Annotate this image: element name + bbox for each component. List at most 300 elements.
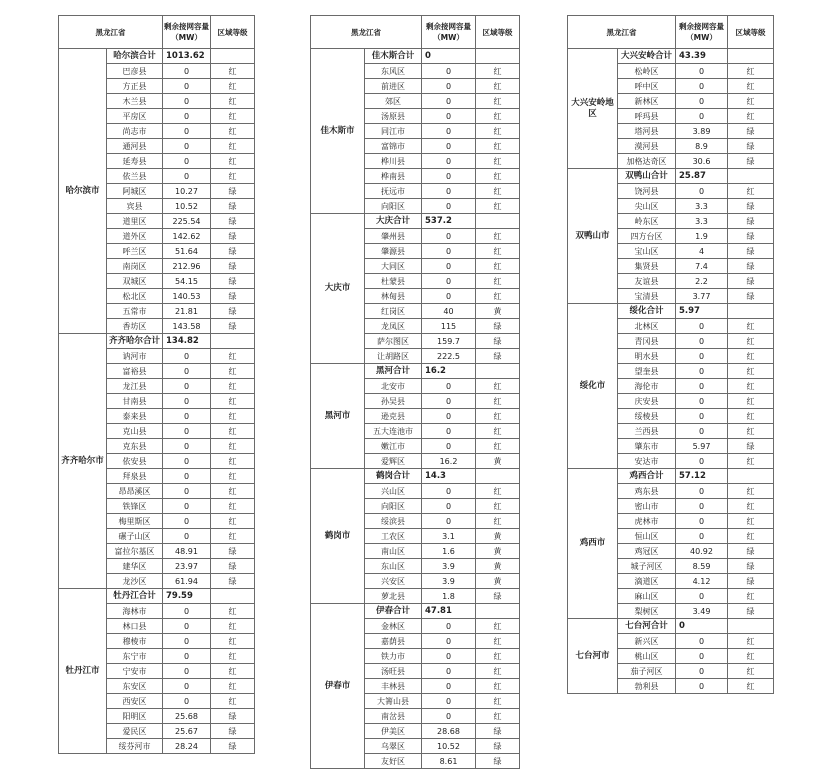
district-name: 嫩江市 — [365, 439, 422, 454]
header-level: 区域等级 — [211, 16, 255, 49]
level-value: 绿 — [476, 754, 520, 769]
level-value: 绿 — [476, 334, 520, 349]
level-value: 绿 — [211, 274, 255, 289]
district-name: 方正县 — [107, 79, 163, 94]
district-name: 平房区 — [107, 109, 163, 124]
capacity-value: 0 — [422, 94, 476, 109]
city-name: 七台河市 — [568, 619, 618, 694]
level-value: 红 — [211, 604, 255, 619]
district-name: 兴安区 — [365, 574, 422, 589]
district-name: 勃利县 — [618, 679, 676, 694]
level-value: 绿 — [211, 574, 255, 589]
level-value: 红 — [476, 679, 520, 694]
district-name: 伊美区 — [365, 724, 422, 739]
district-name: 肇州县 — [365, 229, 422, 244]
district-name: 拜泉县 — [107, 469, 163, 484]
capacity-value: 0 — [422, 64, 476, 79]
district-name: 兰西县 — [618, 424, 676, 439]
city-total-row — [568, 469, 774, 484]
district-name: 北林区 — [618, 319, 676, 334]
district-name: 郊区 — [365, 94, 422, 109]
district-name: 龙沙区 — [107, 574, 163, 589]
level-value: 红 — [476, 244, 520, 259]
district-name: 让胡路区 — [365, 349, 422, 364]
capacity-value: 40 — [422, 304, 476, 319]
header-province: 黑龙江省 — [568, 16, 676, 49]
capacity-value: 0 — [422, 124, 476, 139]
capacity-value: 23.97 — [163, 559, 211, 574]
capacity-value: 2.2 — [676, 274, 728, 289]
city-total-value: 43.39 — [676, 49, 728, 64]
district-name: 向阳区 — [365, 499, 422, 514]
district-name: 通河县 — [107, 139, 163, 154]
capacity-value: 0 — [676, 634, 728, 649]
city-total-level — [476, 604, 520, 619]
capacity-value: 0 — [163, 469, 211, 484]
capacity-value: 0 — [676, 94, 728, 109]
capacity-value: 0 — [163, 454, 211, 469]
level-value: 绿 — [211, 229, 255, 244]
level-value: 绿 — [728, 229, 774, 244]
district-name: 集贤县 — [618, 259, 676, 274]
city-total-label: 佳木斯合计 — [365, 49, 422, 64]
district-name: 前进区 — [365, 79, 422, 94]
city-total-label: 双鸭山合计 — [618, 169, 676, 184]
capacity-value: 0 — [422, 664, 476, 679]
capacity-value: 0 — [163, 529, 211, 544]
table-col-1 — [58, 15, 255, 754]
level-value: 绿 — [211, 244, 255, 259]
capacity-value: 0 — [163, 139, 211, 154]
district-name: 望奎县 — [618, 364, 676, 379]
capacity-value: 0 — [163, 484, 211, 499]
level-value: 红 — [728, 334, 774, 349]
capacity-value: 0 — [163, 679, 211, 694]
capacity-value: 0 — [676, 409, 728, 424]
level-value: 红 — [728, 409, 774, 424]
district-name: 铁锋区 — [107, 499, 163, 514]
district-name: 延寿县 — [107, 154, 163, 169]
district-name: 昂昂溪区 — [107, 484, 163, 499]
city-name: 鹤岗市 — [311, 469, 365, 604]
district-name: 塔河县 — [618, 124, 676, 139]
district-name: 道外区 — [107, 229, 163, 244]
city-total-row — [311, 469, 520, 484]
level-value: 红 — [211, 439, 255, 454]
capacity-value: 0 — [422, 619, 476, 634]
district-name: 木兰县 — [107, 94, 163, 109]
city-total-value: 79.59 — [163, 589, 211, 604]
district-name: 桃山区 — [618, 649, 676, 664]
level-value: 绿 — [728, 199, 774, 214]
district-name: 松岭区 — [618, 64, 676, 79]
capacity-value: 0 — [163, 604, 211, 619]
district-name: 爱民区 — [107, 724, 163, 739]
header-row — [311, 16, 520, 49]
city-name: 哈尔滨市 — [59, 49, 107, 334]
level-value: 红 — [728, 649, 774, 664]
city-name: 双鸭山市 — [568, 169, 618, 304]
district-name: 建华区 — [107, 559, 163, 574]
level-value: 红 — [476, 274, 520, 289]
level-value: 红 — [476, 409, 520, 424]
capacity-value: 25.68 — [163, 709, 211, 724]
district-name: 东山区 — [365, 559, 422, 574]
level-value: 绿 — [211, 724, 255, 739]
level-value: 黄 — [476, 544, 520, 559]
district-name: 汤原县 — [365, 109, 422, 124]
capacity-value: 0 — [422, 694, 476, 709]
level-value: 红 — [476, 709, 520, 724]
city-name: 大兴安岭地区 — [568, 49, 618, 169]
district-name: 茄子河区 — [618, 664, 676, 679]
level-value: 绿 — [476, 319, 520, 334]
level-value: 红 — [476, 199, 520, 214]
city-total-value: 537.2 — [422, 214, 476, 229]
capacity-value: 4 — [676, 244, 728, 259]
level-value: 绿 — [728, 289, 774, 304]
city-total-row — [568, 304, 774, 319]
district-name: 绥棱县 — [618, 409, 676, 424]
district-name: 麻山区 — [618, 589, 676, 604]
district-name: 东风区 — [365, 64, 422, 79]
level-value: 红 — [728, 394, 774, 409]
city-name: 鸡西市 — [568, 469, 618, 619]
level-value: 红 — [476, 169, 520, 184]
level-value: 红 — [728, 634, 774, 649]
level-value: 绿 — [211, 289, 255, 304]
level-value: 红 — [476, 94, 520, 109]
level-value: 红 — [476, 139, 520, 154]
district-name: 梅里斯区 — [107, 514, 163, 529]
level-value: 红 — [476, 64, 520, 79]
city-total-label: 鹤岗合计 — [365, 469, 422, 484]
level-value: 红 — [728, 484, 774, 499]
district-name: 爱辉区 — [365, 454, 422, 469]
capacity-value: 30.6 — [676, 154, 728, 169]
city-total-level — [476, 214, 520, 229]
level-value: 红 — [728, 529, 774, 544]
capacity-value: 0 — [676, 319, 728, 334]
city-total-value: 5.97 — [676, 304, 728, 319]
capacity-value: 16.2 — [422, 454, 476, 469]
level-value: 绿 — [728, 559, 774, 574]
district-name: 鸡东县 — [618, 484, 676, 499]
district-name: 孙吴县 — [365, 394, 422, 409]
level-value: 红 — [211, 94, 255, 109]
capacity-value: 0 — [422, 634, 476, 649]
level-value: 红 — [211, 394, 255, 409]
level-value: 红 — [211, 514, 255, 529]
district-name: 依安县 — [107, 454, 163, 469]
capacity-value: 0 — [163, 169, 211, 184]
level-value: 红 — [728, 454, 774, 469]
city-total-label: 鸡西合计 — [618, 469, 676, 484]
district-name: 双城区 — [107, 274, 163, 289]
level-value: 红 — [476, 649, 520, 664]
capacity-value: 0 — [422, 139, 476, 154]
district-name: 尖山区 — [618, 199, 676, 214]
capacity-value: 0 — [676, 184, 728, 199]
city-total-label: 绥化合计 — [618, 304, 676, 319]
capacity-value: 0 — [163, 694, 211, 709]
district-name: 金林区 — [365, 619, 422, 634]
city-total-level — [211, 334, 255, 349]
district-name: 乌翠区 — [365, 739, 422, 754]
capacity-value: 222.5 — [422, 349, 476, 364]
district-name: 嘉荫县 — [365, 634, 422, 649]
district-name: 红岗区 — [365, 304, 422, 319]
level-value: 红 — [728, 424, 774, 439]
capacity-value: 0 — [422, 169, 476, 184]
capacity-value: 0 — [163, 364, 211, 379]
city-total-value: 57.12 — [676, 469, 728, 484]
city-name: 绥化市 — [568, 304, 618, 469]
capacity-value: 0 — [422, 394, 476, 409]
capacity-value: 0 — [163, 64, 211, 79]
level-value: 绿 — [211, 739, 255, 754]
district-name: 逊克县 — [365, 409, 422, 424]
capacity-value: 0 — [163, 634, 211, 649]
capacity-value: 0 — [422, 229, 476, 244]
city-name: 齐齐哈尔市 — [59, 334, 107, 589]
level-value: 红 — [476, 289, 520, 304]
district-name: 龙江县 — [107, 379, 163, 394]
level-value: 红 — [476, 499, 520, 514]
level-value: 红 — [728, 79, 774, 94]
capacity-value: 115 — [422, 319, 476, 334]
city-total-label: 牡丹江合计 — [107, 589, 163, 604]
level-value: 红 — [728, 319, 774, 334]
district-name: 林口县 — [107, 619, 163, 634]
district-name: 青冈县 — [618, 334, 676, 349]
city-total-level — [728, 304, 774, 319]
level-value: 红 — [476, 229, 520, 244]
district-name: 城子河区 — [618, 559, 676, 574]
city-name: 伊春市 — [311, 604, 365, 769]
district-name: 漠河县 — [618, 139, 676, 154]
level-value: 红 — [211, 154, 255, 169]
level-value: 绿 — [211, 214, 255, 229]
district-name: 新兴区 — [618, 634, 676, 649]
district-name: 呼兰区 — [107, 244, 163, 259]
level-value: 红 — [476, 439, 520, 454]
district-name: 鸡冠区 — [618, 544, 676, 559]
city-total-row — [59, 334, 255, 349]
level-value: 红 — [211, 109, 255, 124]
city-total-value: 1013.62 — [163, 49, 211, 64]
level-value: 红 — [728, 364, 774, 379]
capacity-value: 40.92 — [676, 544, 728, 559]
level-value: 红 — [211, 619, 255, 634]
level-value: 黄 — [476, 529, 520, 544]
district-name: 香坊区 — [107, 319, 163, 334]
capacity-value: 0 — [422, 424, 476, 439]
district-name: 肇东市 — [618, 439, 676, 454]
level-value: 绿 — [211, 709, 255, 724]
capacity-value: 10.27 — [163, 184, 211, 199]
level-value: 红 — [476, 694, 520, 709]
capacity-value: 0 — [676, 379, 728, 394]
capacity-value: 142.62 — [163, 229, 211, 244]
level-value: 红 — [211, 169, 255, 184]
level-value: 黄 — [476, 574, 520, 589]
capacity-value: 48.91 — [163, 544, 211, 559]
level-value: 红 — [476, 664, 520, 679]
capacity-value: 0 — [163, 649, 211, 664]
district-name: 安达市 — [618, 454, 676, 469]
city-total-row — [568, 619, 774, 634]
district-name: 克东县 — [107, 439, 163, 454]
level-value: 红 — [211, 454, 255, 469]
level-value: 红 — [476, 79, 520, 94]
city-total-level — [476, 364, 520, 379]
city-total-label: 伊春合计 — [365, 604, 422, 619]
district-name: 五大连池市 — [365, 424, 422, 439]
level-value: 绿 — [211, 184, 255, 199]
capacity-value: 1.6 — [422, 544, 476, 559]
district-name: 绥滨县 — [365, 514, 422, 529]
level-value: 红 — [476, 394, 520, 409]
city-total-label: 七台河合计 — [618, 619, 676, 634]
capacity-value: 0 — [163, 154, 211, 169]
district-name: 宾县 — [107, 199, 163, 214]
level-value: 黄 — [476, 559, 520, 574]
capacity-value: 0 — [676, 649, 728, 664]
capacity-value: 10.52 — [422, 739, 476, 754]
capacity-value: 61.94 — [163, 574, 211, 589]
capacity-value: 0 — [676, 394, 728, 409]
district-name: 南岗区 — [107, 259, 163, 274]
level-value: 红 — [728, 349, 774, 364]
district-name: 汤旺县 — [365, 664, 422, 679]
header-capacity: 剩余接网容量（MW） — [163, 16, 211, 49]
level-value: 红 — [211, 139, 255, 154]
capacity-value: 0 — [422, 109, 476, 124]
level-value: 绿 — [476, 724, 520, 739]
district-name: 海林市 — [107, 604, 163, 619]
level-value: 红 — [476, 124, 520, 139]
city-total-level — [728, 169, 774, 184]
capacity-value: 0 — [422, 259, 476, 274]
district-name: 绥芬河市 — [107, 739, 163, 754]
capacity-value: 0 — [163, 439, 211, 454]
capacity-value: 0 — [422, 439, 476, 454]
capacity-value: 0 — [676, 424, 728, 439]
capacity-value: 3.9 — [422, 574, 476, 589]
capacity-value: 1.8 — [422, 589, 476, 604]
header-row — [59, 16, 255, 49]
capacity-value: 0 — [163, 409, 211, 424]
city-total-level — [211, 589, 255, 604]
capacity-value: 0 — [163, 424, 211, 439]
level-value: 绿 — [728, 244, 774, 259]
district-name: 兴山区 — [365, 484, 422, 499]
capacity-value: 0 — [163, 499, 211, 514]
district-name: 桦南县 — [365, 169, 422, 184]
district-name: 饶河县 — [618, 184, 676, 199]
level-value: 黄 — [476, 304, 520, 319]
city-total-level — [728, 49, 774, 64]
city-total-row — [311, 364, 520, 379]
city-total-value: 47.81 — [422, 604, 476, 619]
capacity-value: 212.96 — [163, 259, 211, 274]
level-value: 绿 — [728, 604, 774, 619]
table-col-2 — [310, 15, 520, 769]
city-total-row — [59, 49, 255, 64]
district-name: 友谊县 — [618, 274, 676, 289]
capacity-value: 0 — [676, 334, 728, 349]
capacity-value: 0 — [422, 499, 476, 514]
capacity-value: 0 — [422, 79, 476, 94]
header-row — [568, 16, 774, 49]
level-value: 红 — [476, 619, 520, 634]
district-name: 友好区 — [365, 754, 422, 769]
header-province: 黑龙江省 — [311, 16, 422, 49]
capacity-value: 0 — [676, 349, 728, 364]
level-value: 红 — [476, 484, 520, 499]
capacity-value: 5.97 — [676, 439, 728, 454]
capacity-value: 0 — [676, 454, 728, 469]
level-value: 红 — [476, 514, 520, 529]
capacity-value: 0 — [163, 94, 211, 109]
level-value: 红 — [728, 589, 774, 604]
level-value: 红 — [211, 664, 255, 679]
city-name: 黑河市 — [311, 364, 365, 469]
district-name: 东安区 — [107, 679, 163, 694]
level-value: 绿 — [728, 274, 774, 289]
capacity-value: 0 — [163, 109, 211, 124]
level-value: 绿 — [211, 199, 255, 214]
city-total-value: 0 — [676, 619, 728, 634]
header-level: 区域等级 — [476, 16, 520, 49]
city-total-level — [728, 469, 774, 484]
district-name: 松北区 — [107, 289, 163, 304]
capacity-value: 159.7 — [422, 334, 476, 349]
capacity-value: 3.1 — [422, 529, 476, 544]
district-name: 龙凤区 — [365, 319, 422, 334]
district-name: 碾子山区 — [107, 529, 163, 544]
city-total-value: 16.2 — [422, 364, 476, 379]
capacity-value: 7.4 — [676, 259, 728, 274]
capacity-value: 0 — [422, 274, 476, 289]
district-name: 呼中区 — [618, 79, 676, 94]
city-total-label: 齐齐哈尔合计 — [107, 334, 163, 349]
capacity-value: 0 — [422, 679, 476, 694]
city-total-level — [476, 469, 520, 484]
capacity-value: 0 — [163, 349, 211, 364]
level-value: 绿 — [211, 544, 255, 559]
capacity-value: 0 — [676, 64, 728, 79]
level-value: 红 — [211, 499, 255, 514]
district-name: 虎林市 — [618, 514, 676, 529]
level-value: 红 — [211, 634, 255, 649]
district-name: 工农区 — [365, 529, 422, 544]
capacity-value: 4.12 — [676, 574, 728, 589]
district-name: 南山区 — [365, 544, 422, 559]
capacity-value: 3.3 — [676, 214, 728, 229]
district-name: 泰来县 — [107, 409, 163, 424]
district-name: 道里区 — [107, 214, 163, 229]
capacity-value: 0 — [422, 649, 476, 664]
city-name: 大庆市 — [311, 214, 365, 364]
district-name: 肇源县 — [365, 244, 422, 259]
header-level: 区域等级 — [728, 16, 774, 49]
city-total-row — [311, 49, 520, 64]
capacity-value: 0 — [163, 79, 211, 94]
capacity-value: 21.81 — [163, 304, 211, 319]
district-name: 宁安市 — [107, 664, 163, 679]
